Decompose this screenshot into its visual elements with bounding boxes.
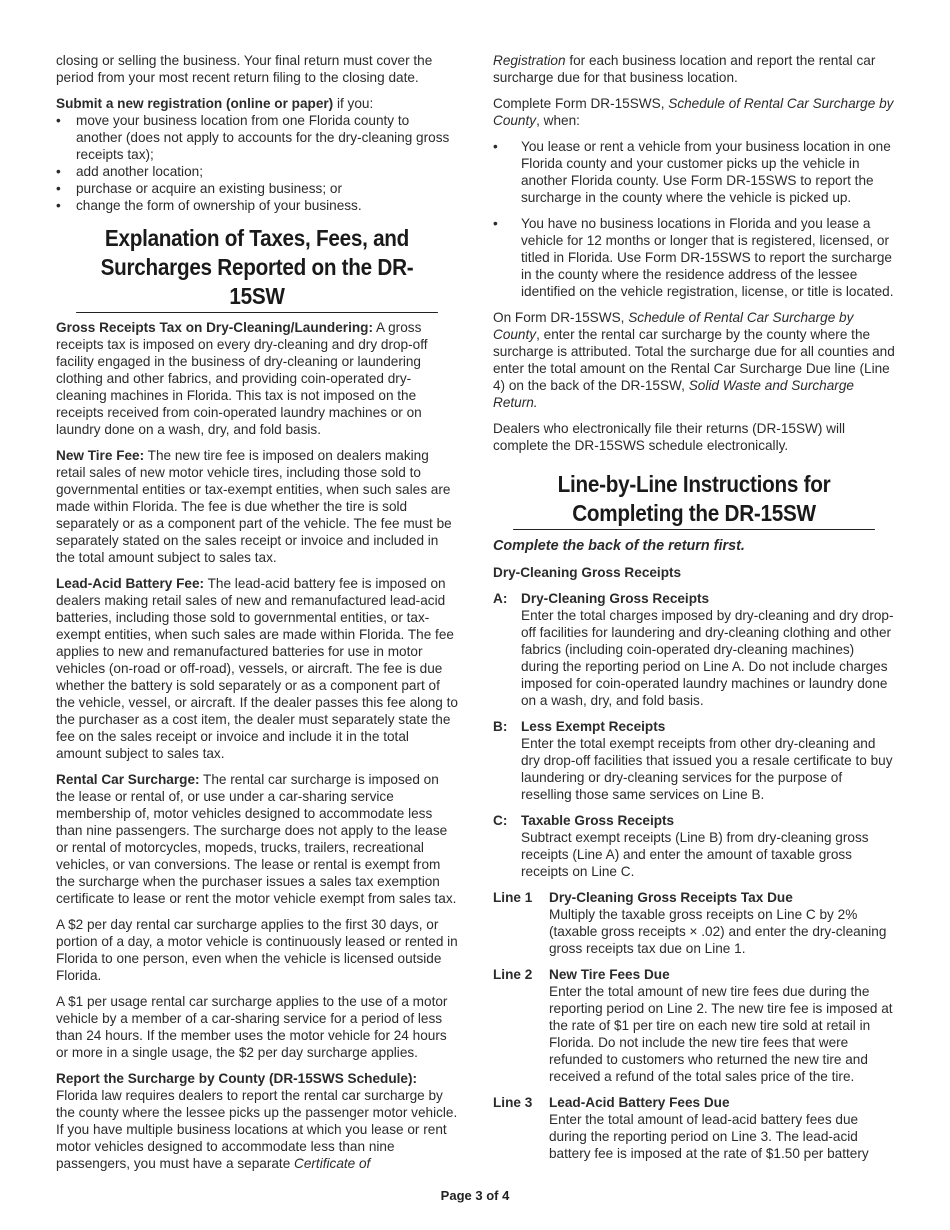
page-number: Page 3 of 4 — [440, 1188, 510, 1203]
section-heading-explanation: Explanation of Taxes, Fees, and Surcharges Reported on the DR-15SW — [76, 224, 438, 313]
report-by-county-paragraph: Report the Surcharge by County (DR-15SWS Schedule): Florida law requires dealers to report the rental car surcharge by the county where the lessee picks up the passenger motor vehicle. If you have multiple business locations at which you lease or rent motor vehicles designed to accommodate less than nine passengers, you must have a separate Certificate of — [56, 1071, 458, 1171]
schedule-bullet-list — [493, 138, 895, 300]
battery-fee-paragraph: Lead-Acid Battery Fee: The lead-acid battery fee is imposed on dealers making retail sales of new and remanufactured lead-acid batteries, including those sold to governmental entities, or tax-exempt entities, when such sales are made within Florida. The fee applies to new and remanufactured batteries for use in motor vehicles (on-road or off-road), vessels, or aircraft. The fee is due whether the battery is sold separately or as a component part of the vehicle, vessel, or aircraft. If the dealer passes this fee along to the purchaser as a cost item, the dealer must separately state the fee on the sales receipt or invoice and include it in the total amount subject to sales tax. — [56, 576, 458, 761]
list-item: • move your business location from one Florida county to another (does not apply to accounts for the dry-cleaning gross receipts tax); — [56, 113, 450, 162]
submit-lead: Submit a new registration (online or paper) — [56, 96, 334, 111]
list-item: • You have no business locations in Florida and you lease a vehicle for 12 months or longer that is registered, licensed, or titled in Florida. Use Form DR-15SWS to report the surcharge in the county where the residence address of the lessee identified on the vehicle registration, license, or title is located. — [493, 216, 894, 299]
complete-back-note: Complete the back of the return first. — [493, 538, 745, 554]
electronic-filers-paragraph: Dealers who electronically file their returns (DR-15SW) will complete the DR-15SWS schedule electronically. — [493, 421, 846, 453]
intro-paragraph: closing or selling the business. Your final return must cover the period from your most recent return filing to the closing date. — [56, 53, 433, 85]
instruction-line-1: Line 1 Dry-Cleaning Gross Receipts Tax Due Multiply the taxable gross receipts on Line C by 2% (taxable gross receipts × .02) and enter the dry-cleaning gross receipts tax due on Line 1. — [493, 890, 887, 956]
list-item: • You lease or rent a vehicle from your business location in one Florida county and your customer picks up the vehicle in another Florida county. Use Form DR-15SWS to report the surcharge in the county where the vehicle is picked up. — [493, 139, 891, 205]
rental-surcharge-paragraph: Rental Car Surcharge: The rental car surcharge is imposed on the lease or rental of, or use under a car-sharing service membership of, motor vehicles designed to accommodate less than nine passengers. The surcharge does not apply to the lease or rental of motorcycles, mopeds, trucks, trailers, recreational vehicles, or van conversions. The lease or rental is exempt from the surcharge when the purchaser issues a sales tax exemption certificate to lease or rent the motor vehicle exempt from sales tax. — [56, 772, 457, 906]
submit-bullet-list — [56, 112, 458, 214]
complete-form-paragraph: Complete Form DR-15SWS, Schedule of Rental Car Surcharge by County, when: — [493, 96, 894, 128]
instruction-item-b: B: Less Exempt Receipts Enter the total exempt receipts from other dry-cleaning and dry drop-off facilities that issued you a resale certificate to buy laundering or dry-cleaning services for the purpose of reselling those same services on Line B. — [493, 719, 893, 802]
new-tire-fee-paragraph: New Tire Fee: The new tire fee is imposed on dealers making retail sales of new motor vehicle tires, including those sold to governmental entities or tax-exempt entities, when such sales are made within Florida. The fee is due whether the tire is sold separately or as a component part of the vehicle. The fee must be separately stated on the sales receipt or invoice and included in the total amount subject to sales tax. — [56, 448, 452, 565]
section-heading-line-by-line: Line-by-Line Instructions for Completing the DR-15SW — [513, 470, 875, 530]
right-column — [493, 52, 895, 1171]
instruction-line-3: Line 3 Lead-Acid Battery Fees Due Enter the total amount of lead-acid battery fees due during the reporting period on Line 3. The lead-acid battery fee is imposed at the rate of $1.50 per battery — [493, 1095, 869, 1161]
on-form-paragraph: On Form DR-15SWS, Schedule of Rental Car Surcharge by County, enter the rental car surcharge by the county where the surcharge is attributed. Total the surcharge due for all counties and enter the total amount on the Rental Car Surcharge Due line (Line 4) on the back of the DR-15SW, Solid Waste and Surcharge Return. — [493, 310, 895, 410]
instruction-item-c: C: Taxable Gross Receipts Subtract exempt receipts (Line B) from dry-cleaning gross receipts (Line A) and enter the amount of taxable gross receipts on Line C. — [493, 813, 869, 879]
two-dollar-paragraph: A $2 per day rental car surcharge applies to the first 30 days, or portion of a day, a motor vehicle is continuously leased or rented in Florida to one person, even when the vehicle is licensed outside Florida. — [56, 917, 458, 983]
list-item: • add another location; — [56, 164, 203, 179]
continuation-paragraph: Registration for each business location and report the rental car surcharge due for that business location. — [493, 53, 876, 85]
list-item: • change the form of ownership of your business. — [56, 198, 362, 213]
gross-receipts-paragraph: Gross Receipts Tax on Dry-Cleaning/Laundering: A gross receipts tax is imposed on every dry-cleaning and dry drop-off facility engaged in the business of dry-cleaning or laundering clothing and other fabrics, and providing coin-operated dry-cleaning machines in Florida. This tax is not imposed on the receipts received from coin-operated laundry machines or on laundry done on a wash, dry, and fold basis. — [56, 320, 428, 437]
instruction-item-a: A: Dry-Cleaning Gross Receipts Enter the total charges imposed by dry-cleaning and dry drop-off facilities for laundering and dry-cleaning clothing and other fabrics (including coin-operated dry-cleaning machines) during the reporting period on Line A. Do not include charges imposed for coin-operated laundry machines or laundry done on a wash, dry, and fold basis. — [493, 591, 894, 708]
left-column — [56, 52, 458, 1181]
submit-registration-block: Submit a new registration (online or paper) if you: — [56, 96, 374, 111]
one-dollar-paragraph: A $1 per usage rental car surcharge applies to the use of a motor vehicle by a member of a car-sharing service for a period of less than 24 hours. If the member uses the motor vehicle for 24 hours or more in a single usage, the $2 per day surcharge applies. — [56, 994, 448, 1060]
dry-cleaning-subheading: Dry-Cleaning Gross Receipts — [493, 565, 682, 580]
list-item: • purchase or acquire an existing business; or — [56, 181, 342, 196]
instruction-line-2: Line 2 New Tire Fees Due Enter the total amount of new tire fees due during the reporting period on Line 2. The new tire fee is imposed at the rate of $1 per tire on each new tire sold at retail in Florida. Do not include the new tire fees that were refunded to customers who returned the new tire and received a refund of the total sales price of the tire. — [493, 967, 893, 1084]
